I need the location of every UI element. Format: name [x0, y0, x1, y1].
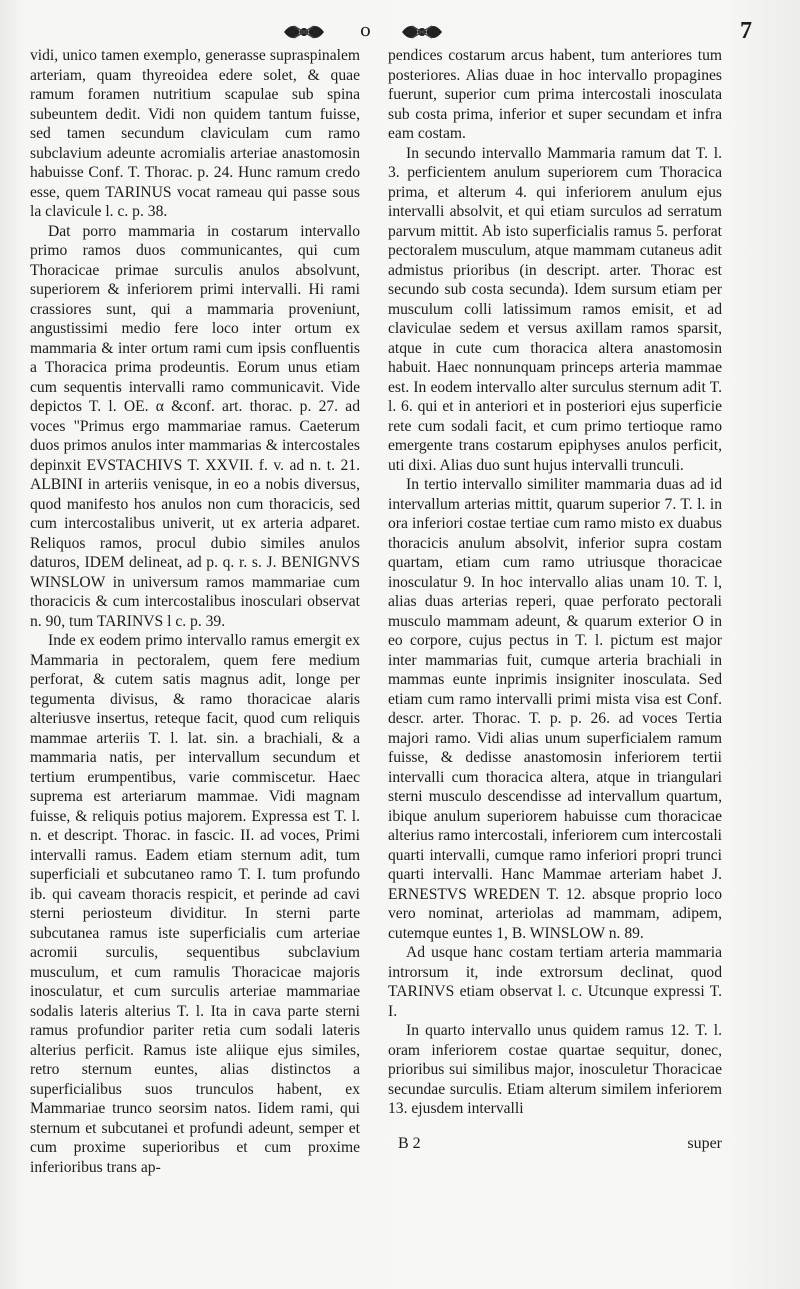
paragraph: Ad usque hanc costam tertiam arteria mammaria introrsum it, inde extrorsum declinat, quod TARINVS etiam observat l. c. Utcunque expressi T. I.	[388, 944, 722, 1020]
page-footer	[398, 1135, 722, 1159]
paragraph: In secundo intervallo Mammaria ramum dat T. l. 3. perficientem anulum superiorem cum Thoracica prima, et alterum 4. qui inferiorem anulum ejus intervalli absolvit, et qui etiam surculos ad serratum parvum mittit. Ab isto superficialis ramus 5. perforat pectoralem musculum, atque mammam cutaneus adit admistus prioribus (in descript. arter. Thorac est secundo sub costa secunda). Idem sursum etiam per musculum colli latissimum ramos emisit, et ad claviculae sedem et versus axillam ramos sparsit, atque in cute cum thoracica altera anastomosin habuit. Haec nonnunquam princeps arteria mammae est. In eodem intervallo alter surculus sternum adit T. l. 6. qui et in anteriori et in posteriori ejus superficie rete cum sodali facit, et cum primo tertioque ramo emergente trans costarum epiphyses anulos perficit, uti dixi. Alias duo sunt hujus intervalli trunculi.	[388, 144, 722, 474]
paragraph: In quarto intervallo unus quidem ramus 12. T. l. oram inferiorem costae quartae sequitur, donec, prioribus sui similibus major, inosculetur Thoracicae secundae surculis. Etiam alterum similem inferiorem 13. ejusdem intervalli	[388, 1022, 722, 1117]
signature-mark: B 2	[398, 1135, 421, 1152]
paragraph: Dat porro mammaria in costarum intervallo primo ramos duos communicantes, qui cum Thoracicae primae surculis anulos absolvunt, superiorem & inferiorem primi intervalli. Hi rami crassiores sunt, qui a mammaria proveniunt, angustissimi medio fere loco inter ortum ex mammaria & inter ortum rami cum ipsis confluentis a Thoracica prima prodeuntis. Eorum unus etiam cum sequentis intervalli ramo communicavit. Vide depictos T. l. OE. α &conf. art. thorac. p. 27. ad voces "Primus ergo mammariae ramus. Caeterum duos primos anulos inter mammarias & intercostales depinxit EVSTACHIVS T. XXVII. f. v. ad n. t. 21. ALBINI in arteriis venisque, in eo a nobis diversus, quod manifesto hos anulos non cum thoracicis, sed cum intercostalibus univerit, ut ex arteria adparet. Reliquos ramos, procul dubio similes anulos daturos, IDEM delineat, ad p. q. r. s. J. BENIGNVS WINSLOW in universum ramos mammariae cum thoracicis & cum intercostalibus inosculari observat n. 90, tum TARINVS l c. p. 39.	[30, 222, 360, 630]
right-column	[388, 46, 722, 1119]
ornament-fleuron-icon	[400, 22, 444, 42]
paragraph: Inde ex eodem primo intervallo ramus emergit ex Mammaria in pectoralem, quem fere medium perforat, & cutem satis magnus adit, longe per tegumenta divisus, & ramo thoracicae alaris alteriusve insertus, reteque facit, quod cum reliquis mammae arteriis T. l. lat. sin. a brachiali, & a mammaria natis, per intervallum secundum et tertium erumpentibus, varie commiscetur. Haec suprema est arteriarum mammae. Vidi magnam fuisse, & reliquis potius majorem. Expressa est T. l. n. et descript. Thorac. in fascic. II. ad voces, Primi intervalli ramus. Eadem etiam sternum adit, tum superficiali et subcutaneo ramo T. I. tum profundo ib. qui caveam thoracis respicit, et perinde ad cavi sterni periosteum dividitur. In sterni parte subcutanea ramus iste superficialis cum arteriae acromii surculis, sequentibus subclavium musculum, et cum ramulis Thoracicae majoris inosculatur, et cum surculis arteriae mammariae sodalis lateris alterius T. l. Ita in cava parte sterni ramus profundior pariter retia cum sodali lateris alterius perficit. Ramus iste aliique ejus similes, retro sternum euntes, alias distinctos a superficialibus suos trunculos habent, ex Mammariae trunco seorsim natos. Iidem rami, qui sternum et subcutanei et profundi adeunt, semper et cum proxime superioribus et cum proxime inferioribus trans ap-	[30, 632, 360, 1176]
header-center-mark: o	[360, 20, 371, 41]
paragraph: In tertio intervallo similiter mammaria duas ad id intervallum arterias mittit, quarum superior 7. T. l. in ora inferiori costae tertiae cum ramo misto ex duabus thoracicis anulum absolvit, inferior supra costam quartam, etiam cum ramo utriusque thoracicae inosculatur 9. In hoc intervallo alias unam 10. T. l, alias duas arterias reperi, quae perforato pectorali musculo mammam adeunt, & quarum exterior O in eo corpore, cujus pectus in T. l. pictum est major inter mammarias fuit, cumque arteria brachiali in mammas eunte inprimis insigniter inosculata. Sed etiam cum ramo intervalli primi mista visa est Conf. descr. arter. Thorac. T. p. p. 26. ad voces Tertia majori ramo. Vidi alias unum superficialem ramum fuisse, & dedisse anastomosin inferiorem tertii intervalli cum thoracica altera, atque in triangulari sterni musculo descendisse ad intervallum quartum, ibique anulum superiorem habuisse cum thoracicae alterius ramo intercostali, inferiorem cum intercostali quarti intervalli, cumque ramo inferiori propri trunci quarti intervalli. Hanc Mammae arteriam habet J. ERNESTVS WREDEN T. 12. absque proprio loco vero nominat, arteriolas ad mammam, adipem, cutemque euntes 1, B. WINSLOW n. 89.	[388, 476, 722, 942]
paragraph: pendices costarum arcus habent, tum anteriores tum posteriores. Alias duae in hoc intervallo propagines fuerunt, superior cum prima intercostali inosculata sub costa prima, inferior et super secundam et infra eam costam.	[388, 47, 722, 142]
left-column	[30, 46, 360, 1177]
catchword: super	[687, 1135, 722, 1152]
page-number: 7	[740, 18, 752, 44]
paragraph: vidi, unico tamen exemplo, generasse supraspinalem arteriam, quam thyreoidea edere solet, & quae ramum foramen nutritium scapulae sub spina subeuntem dedit. Vidi non quidem tantum fuisse, sed tamen secundum claviculam cum ramo subclavium adeunte acromialis arteriae anastomosin habuisse Conf. T. Thorac. p. 24. Hunc ramum credo esse, quem TARINUS vocat rameau qui passe sous la clavicule l. c. p. 38.	[30, 47, 360, 220]
page-header	[40, 14, 760, 50]
ornament-fleuron-icon	[282, 22, 326, 42]
